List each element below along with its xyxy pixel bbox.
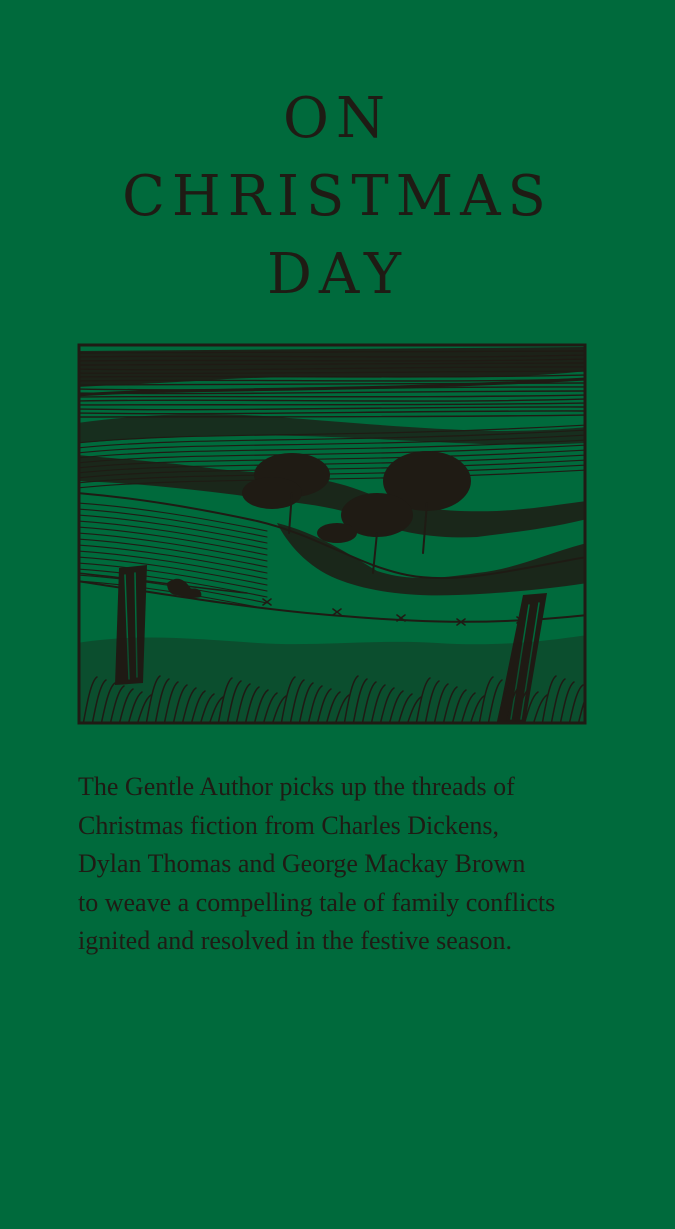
woodcut-landscape-illustration xyxy=(77,343,587,725)
book-blurb xyxy=(78,768,598,961)
blurb-line-4: to weave a compelling tale of family conflicts xyxy=(78,887,556,917)
title-line-1: ON xyxy=(283,86,392,151)
blurb-line-2: Christmas fiction from Charles Dickens, xyxy=(78,810,499,840)
title-line-2: CHRISTMAS xyxy=(122,164,553,229)
book-title xyxy=(0,80,675,314)
title-line-3: DAY xyxy=(266,242,409,307)
blurb-line-3: Dylan Thomas and George Mackay Brown xyxy=(78,849,526,878)
landscape-engraving-icon xyxy=(77,343,587,725)
blurb-line-1: The Gentle Author picks up the threads of xyxy=(78,772,515,801)
blurb-line-5: ignited and resolved in the festive season. xyxy=(78,926,512,955)
